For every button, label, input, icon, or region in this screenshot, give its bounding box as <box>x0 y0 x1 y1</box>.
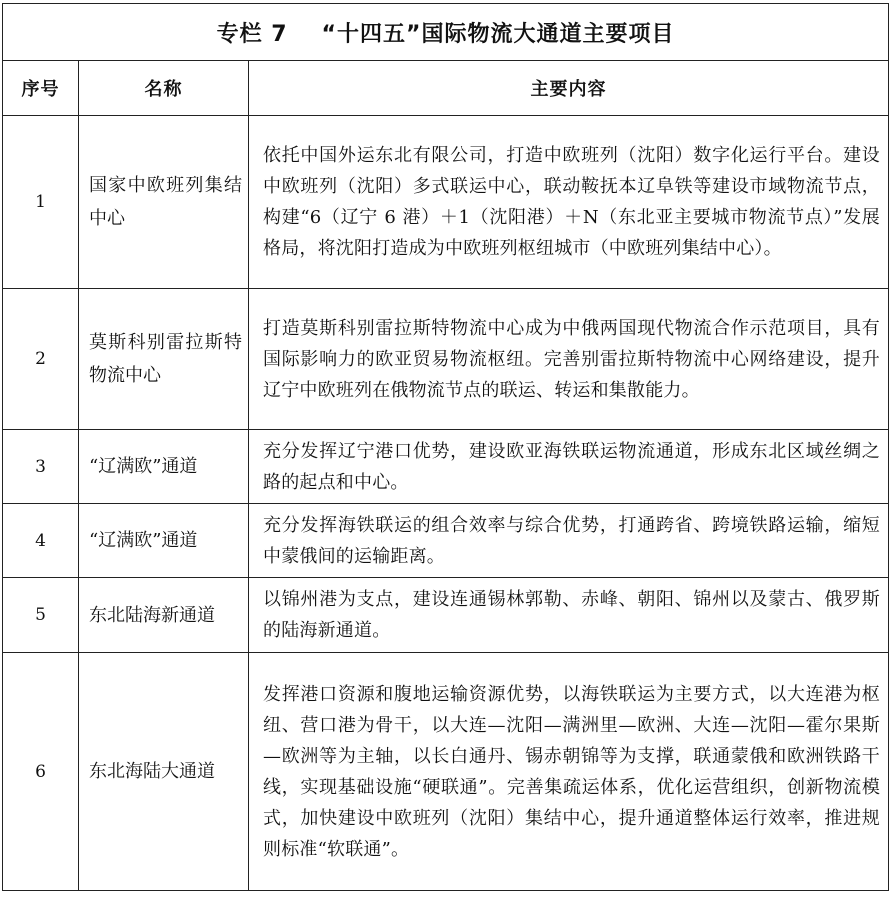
row-name: “辽满欧”通道 <box>79 430 249 504</box>
title-text: “十四五”国际物流大通道主要项目 <box>321 21 675 47</box>
row-number: 4 <box>3 504 79 578</box>
header-number: 序号 <box>3 61 79 116</box>
project-table <box>2 3 889 891</box>
table-row <box>3 578 889 653</box>
row-name: 国家中欧班列集结中心 <box>79 116 249 289</box>
row-name: 东北陆海新通道 <box>79 578 249 653</box>
row-name: “辽满欧”通道 <box>79 504 249 578</box>
header-row <box>3 61 889 116</box>
table-row <box>3 430 889 504</box>
row-number: 1 <box>3 116 79 289</box>
row-number: 2 <box>3 289 79 430</box>
row-name: 东北海陆大通道 <box>79 653 249 891</box>
table-title <box>3 4 889 61</box>
table-row <box>3 653 889 891</box>
row-number: 3 <box>3 430 79 504</box>
row-number: 6 <box>3 653 79 891</box>
column-label: 专栏 7 <box>216 21 288 47</box>
table-row <box>3 289 889 430</box>
row-content: 依托中国外运东北有限公司，打造中欧班列（沈阳）数字化运行平台。建设中欧班列（沈阳）多式联运中心，联动鞍抚本辽阜铁等建设市域物流节点，构建“6（辽宁 6 港）＋1（沈阳港）＋N（东北亚主要城市物流节点）”发展格局，将沈阳打造成为中欧班列枢纽城市（中欧班列集结中心）。 <box>249 116 889 289</box>
table-row <box>3 504 889 578</box>
table-row <box>3 116 889 289</box>
header-name: 名称 <box>79 61 249 116</box>
title-row <box>3 4 889 61</box>
header-content: 主要内容 <box>249 61 889 116</box>
row-number: 5 <box>3 578 79 653</box>
row-name: 莫斯科别雷拉斯特物流中心 <box>79 289 249 430</box>
row-content: 充分发挥辽宁港口优势，建设欧亚海铁联运物流通道，形成东北区域丝绸之路的起点和中心。 <box>249 430 889 504</box>
row-content: 发挥港口资源和腹地运输资源优势，以海铁联运为主要方式，以大连港为枢纽、营口港为骨干，以大连—沈阳—满洲里—欧洲、大连—沈阳—霍尔果斯—欧洲等为主轴，以长白通丹、锡赤朝锦等为支撑，联通蒙俄和欧洲铁路干线，实现基础设施“硬联通”。完善集疏运体系，优化运营组织，创新物流模式，加快建设中欧班列（沈阳）集结中心，提升通道整体运行效率，推进规则标准“软联通”。 <box>249 653 889 891</box>
row-content: 以锦州港为支点，建设连通锡林郭勒、赤峰、朝阳、锦州以及蒙古、俄罗斯的陆海新通道。 <box>249 578 889 653</box>
row-content: 打造莫斯科别雷拉斯特物流中心成为中俄两国现代物流合作示范项目，具有国际影响力的欧亚贸易物流枢纽。完善别雷拉斯特物流中心网络建设，提升辽宁中欧班列在俄物流节点的联运、转运和集散能力。 <box>249 289 889 430</box>
row-content: 充分发挥海铁联运的组合效率与综合优势，打通跨省、跨境铁路运输，缩短中蒙俄间的运输距离。 <box>249 504 889 578</box>
